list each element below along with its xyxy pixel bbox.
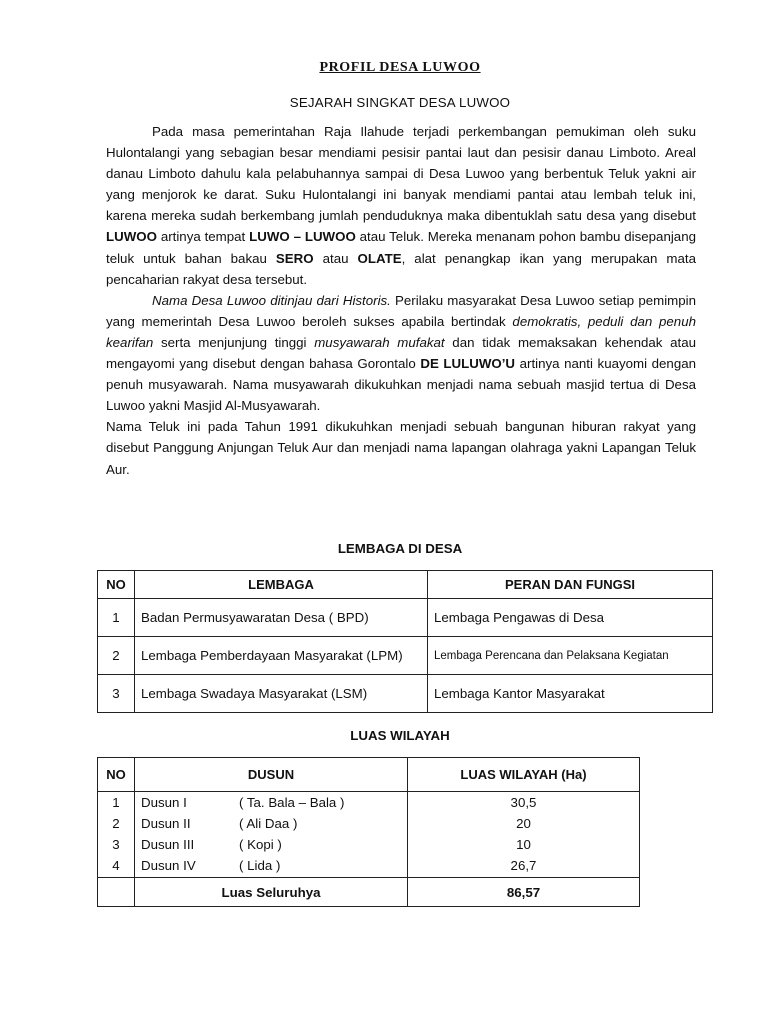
cell-luas-list (408, 792, 640, 878)
p2-bold-de-luluwou: DE LULUWO’U (420, 356, 516, 372)
p1-text-d: atau Teluk. Mereka menanam pohon bambu disepanjang teluk untuk bahan bakau (106, 229, 696, 266)
dusun-label: Dusun II (141, 816, 191, 831)
dusun-item (141, 835, 401, 856)
luas-value: 30,5 (510, 795, 537, 810)
cell-dusun-list (135, 792, 408, 878)
cell-peran: Lembaga Pengawas di Desa (428, 599, 713, 637)
p2-italic-demokratis: demokratis, peduli dan penuh kearifan (106, 313, 696, 350)
dusun-label: Dusun I (141, 795, 187, 810)
dusun-name: ( Ta. Bala – Bala ) (239, 795, 345, 810)
paragraph-2 (106, 290, 696, 417)
table-row (98, 675, 713, 713)
p2-text-d: artinya nanti kuayomi dengan penuh musyawarah. Nama musyawarah dikukuhkan menjadi nama sebuah masjid tertua di Desa Luwoo yakni Masjid Al-Musyawarah. (106, 356, 697, 414)
dusun-item (141, 856, 401, 877)
cell-peran: Lembaga Perencana dan Pelaksana Kegiatan (428, 637, 713, 675)
wilayah-table (97, 757, 640, 907)
cell-no-list (98, 792, 135, 878)
p1-text-e: atau (313, 250, 358, 266)
cell-empty (98, 878, 135, 907)
p1-bold-luwo-luwoo: LUWO – LUWOO (249, 229, 356, 245)
luas-value: 10 (516, 837, 531, 852)
cell-lembaga: Lembaga Pemberdayaan Masyarakat (LPM) (135, 637, 428, 675)
col-no: NO (98, 571, 135, 599)
total-label: Luas Seluruhya (135, 878, 408, 907)
dusun-label: Dusun IV (141, 858, 196, 873)
cell-no: 3 (98, 675, 135, 713)
col-no: NO (98, 758, 135, 792)
row-no: 1 (112, 795, 120, 810)
p1-bold-luwoo: LUWOO (106, 229, 157, 245)
dusun-item (141, 814, 401, 835)
row-no: 4 (112, 858, 120, 873)
dusun-label: Dusun III (141, 837, 195, 852)
p1-bold-sero: SERO (275, 250, 314, 266)
cell-peran: Lembaga Kantor Masyarakat (428, 675, 713, 713)
cell-no: 2 (98, 637, 135, 675)
total-row (98, 878, 640, 907)
p2-text-b: serta menjunjung tinggi (153, 334, 315, 350)
p1-text-c: artinya tempat (156, 229, 250, 245)
table-header-row (98, 571, 713, 599)
dusun-name: ( Lida ) (239, 858, 281, 873)
total-value: 86,57 (408, 878, 640, 907)
luas-value: 20 (516, 816, 531, 831)
wilayah-heading: LUAS WILAYAH (350, 728, 450, 743)
table-row (98, 637, 713, 675)
lembaga-heading: LEMBAGA DI DESA (337, 541, 463, 556)
row-no: 3 (112, 837, 120, 852)
p2-text-a: Perilaku masyarakat Desa Luwoo setiap pemimpin yang memerintah Desa Luwoo beroleh sukses apabila bertindak (106, 292, 696, 329)
row-no: 2 (112, 816, 120, 831)
lembaga-table (97, 570, 713, 713)
p1-text-f: , alat penangkap ikan yang merupakan mata pencaharian rakyat desa tersebut. (106, 250, 696, 287)
cell-no: 1 (98, 599, 135, 637)
section-subtitle-history: SEJARAH SINGKAT DESA LUWOO (289, 95, 511, 110)
col-peran: PERAN DAN FUNGSI (428, 571, 713, 599)
table-header-row (98, 758, 640, 792)
col-dusun: DUSUN (135, 758, 408, 792)
cell-lembaga: Badan Permusyawaratan Desa ( BPD) (135, 599, 428, 637)
dusun-item (141, 793, 401, 814)
dusun-name: ( Ali Daa ) (239, 816, 298, 831)
p2-text-c: dan tidak memaksakan kehendak atau mengayomi yang disebut dengan bahasa Gorontalo (106, 334, 696, 372)
luas-value: 26,7 (510, 858, 537, 873)
paragraph-3: Nama Teluk ini pada Tahun 1991 dikukuhkan menjadi sebuah bangunan hiburan rakyat yang disebut Panggung Anjungan Teluk Aur dan menjadi nama lapangan olahraga yakni Lapangan Teluk Aur. (106, 419, 696, 477)
p1-text-a: Pada masa pemerintahan Raja Ilahude terjadi perkembangan pemukiman oleh suku Hulontalangi yang sebagian besar mendiami pesisir pantai laut dan pesisir danau Limboto. Areal danau Limboto dahulu kala pelabuhannya sampai di Desa Luwoo yang berbentuk Teluk yakni air yang menjorok ke darat. Suku Hulontalangi ini banyak mendiami pantai atau lembah teluk ini, karena mereka sudah berkembang jumlah penduduknya maka dibentuklah satu desa yang disebut (106, 124, 696, 224)
paragraph-1 (106, 121, 696, 290)
table-row (98, 792, 640, 878)
table-row (98, 599, 713, 637)
p2-italic-historis: Nama Desa Luwoo ditinjau dari Historis. (152, 292, 391, 308)
document-title: PROFIL DESA LUWOO (319, 60, 481, 75)
p1-bold-olate: OLATE (357, 250, 402, 266)
dusun-name: ( Kopi ) (239, 837, 282, 852)
col-luas: LUAS WILAYAH (Ha) (408, 758, 640, 792)
col-lembaga: LEMBAGA (135, 571, 428, 599)
history-text (106, 121, 696, 480)
p2-italic-musyawarah: musyawarah mufakat (314, 334, 445, 350)
cell-lembaga: Lembaga Swadaya Masyarakat (LSM) (135, 675, 428, 713)
